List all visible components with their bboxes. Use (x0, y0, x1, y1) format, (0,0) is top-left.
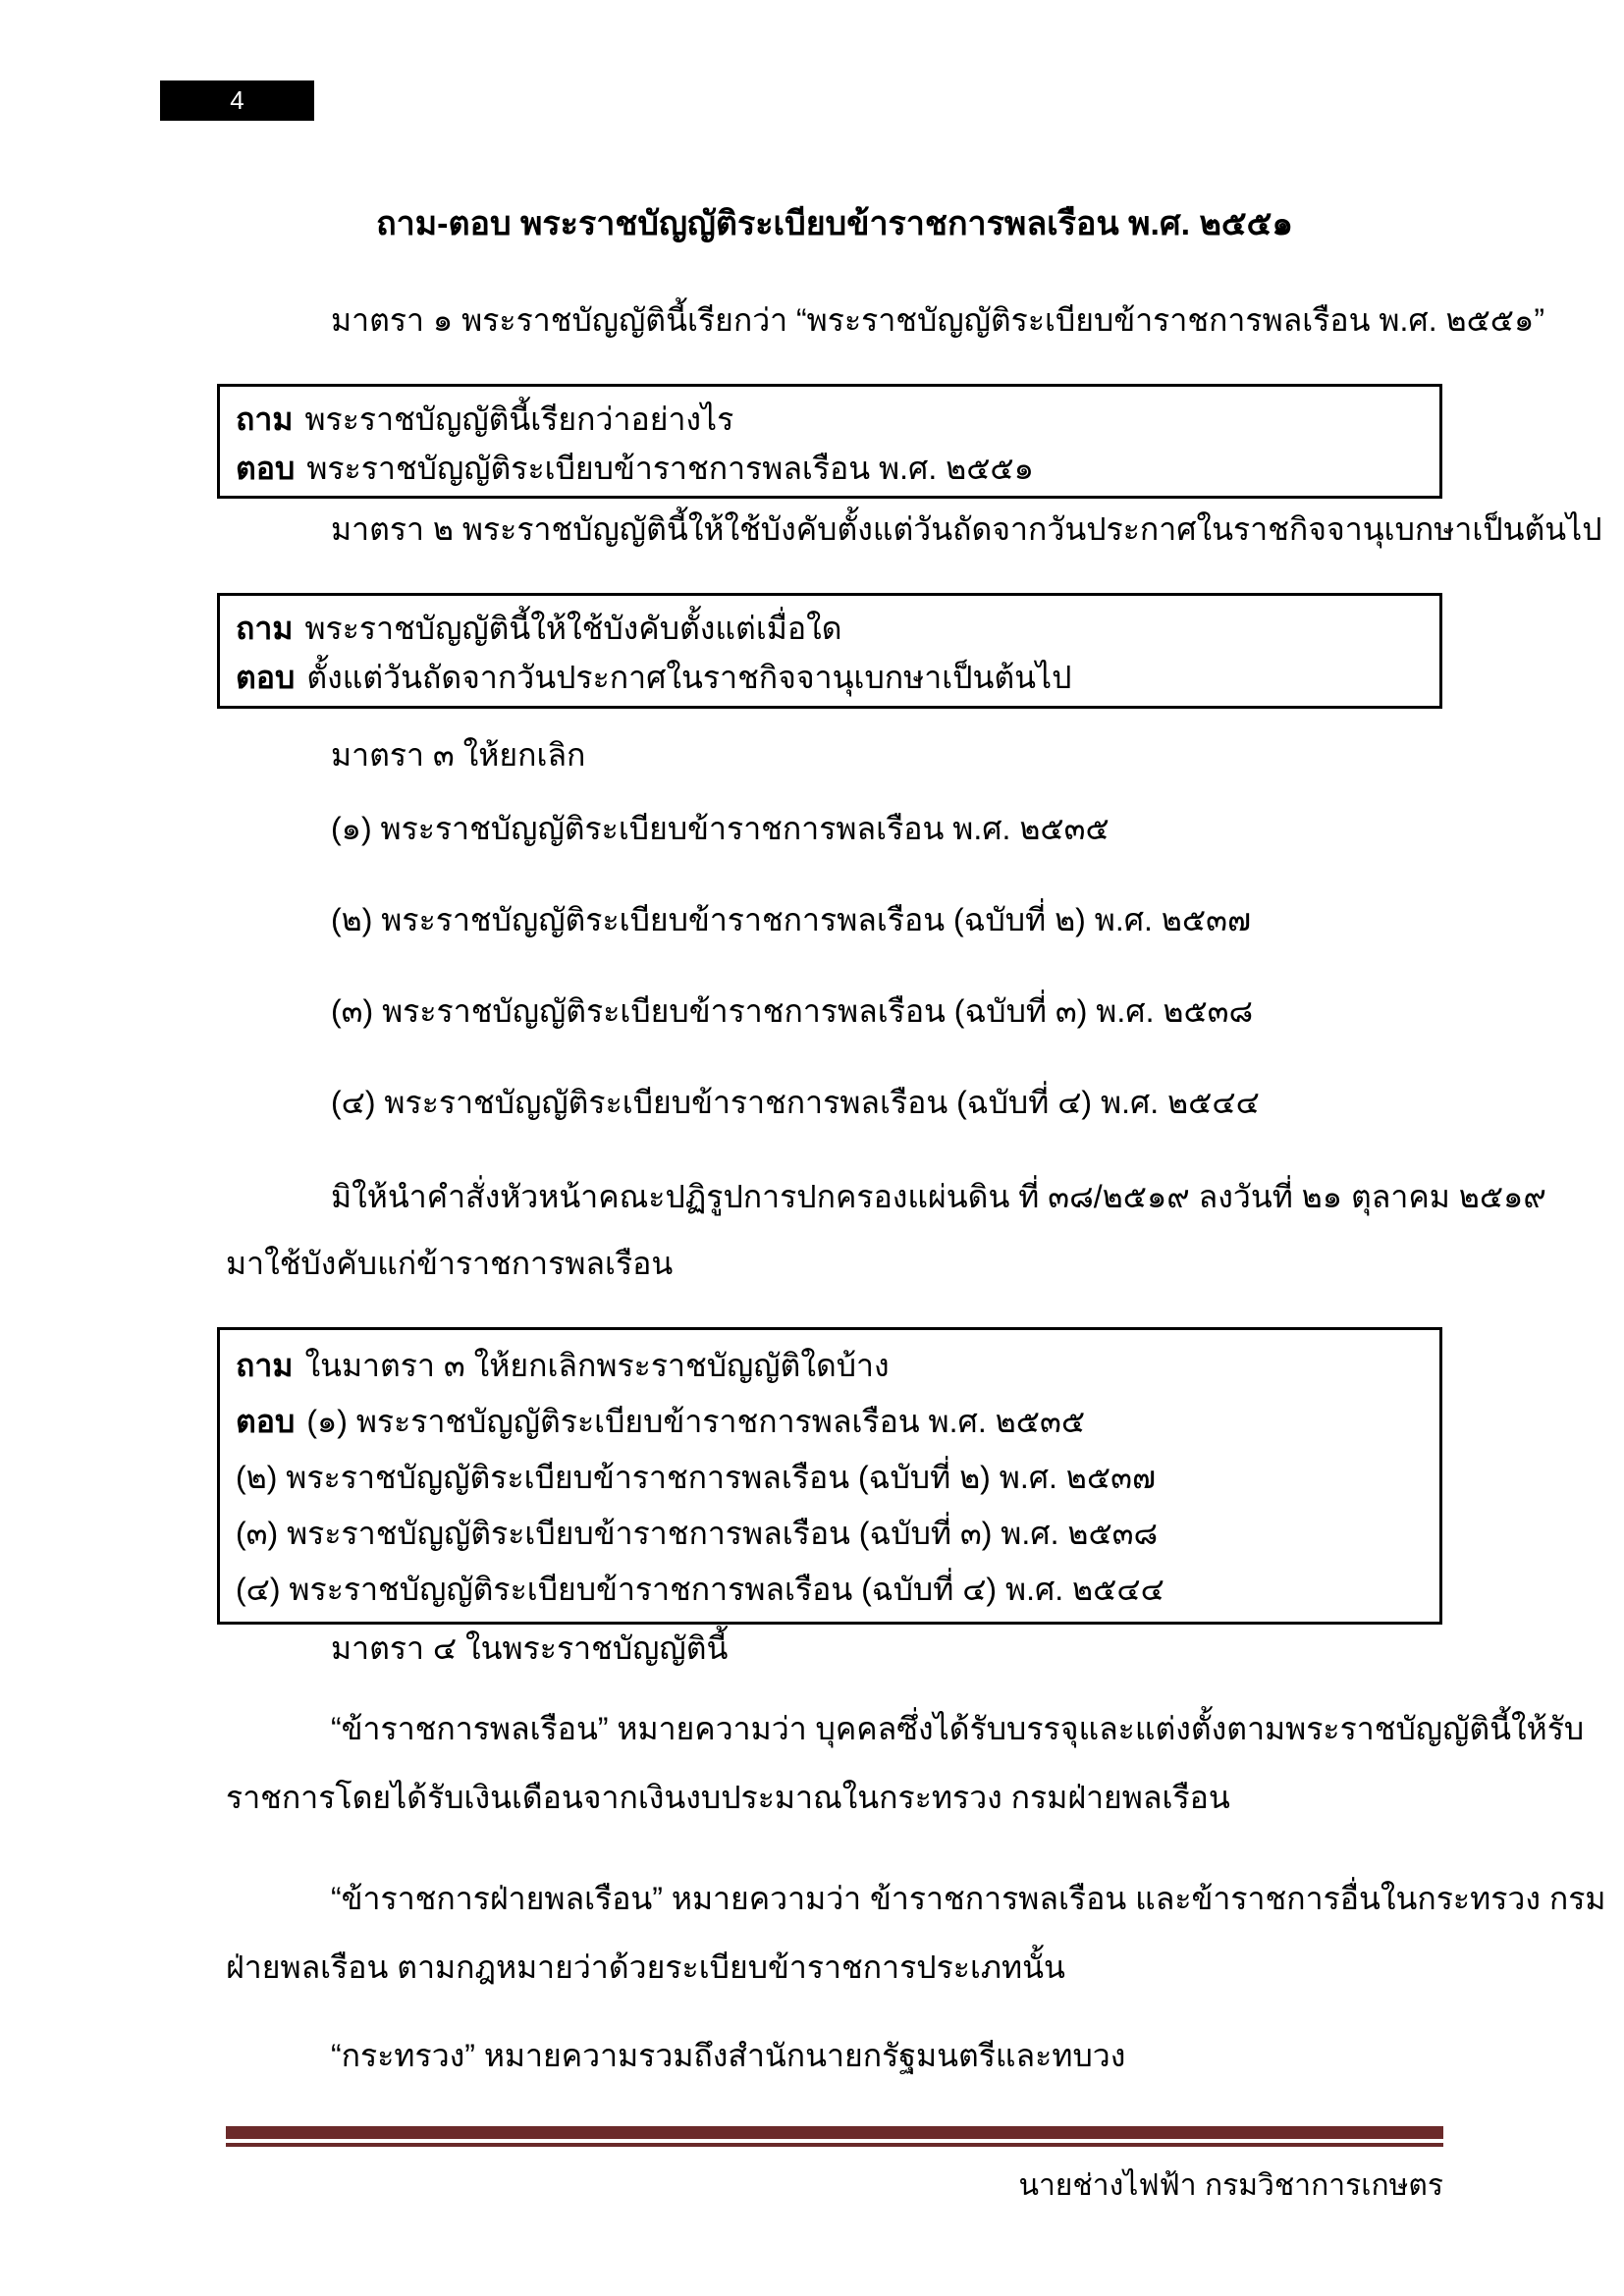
footer-credit: นายช่างไฟฟ้า กรมวิชาการเกษตร (1018, 2169, 1443, 2202)
qa-box-1 (217, 384, 1442, 499)
question-line (236, 604, 1424, 653)
footer-rule-thin (226, 2143, 1443, 2147)
repeal-note-line-2: มาใช้บังคับแก่ข้าราชการพลเรือน (226, 1246, 674, 1281)
page-title: ถาม-ตอบ พระราชบัญญัติระเบียบข้าราชการพลเรือน พ.ศ. ๒๕๕๑ (376, 205, 1293, 242)
definition-1-line-1: “ข้าราชการพลเรือน” หมายความว่า บุคคลซึ่งได้รับบรรจุและแต่งตั้งตามพระราชบัญญัตินี้ให้รับ (331, 1711, 1585, 1746)
section-2-text: มาตรา ๒ พระราชบัญญัตินี้ให้ใช้บังคับตั้งแต่วันถัดจากวันประกาศในราชกิจจานุเบกษาเป็นต้นไป (331, 511, 1602, 547)
answer-text-3: (๓) พระราชบัญญัติระเบียบข้าราชการพลเรือน (ฉบับที่ ๓) พ.ศ. ๒๕๓๘ (236, 1516, 1159, 1551)
answer-text-1: (๑) พระราชบัญญัติระเบียบข้าราชการพลเรือน พ.ศ. ๒๕๓๕ (306, 1404, 1086, 1439)
question-line (236, 395, 1424, 444)
footer-rule-thick (226, 2126, 1443, 2139)
answer-line-1 (236, 1394, 1424, 1450)
answer-text-4: (๔) พระราชบัญญัติระเบียบข้าราชการพลเรือน (ฉบับที่ ๔) พ.ศ. ๒๕๔๔ (236, 1572, 1164, 1607)
page-number-badge (160, 80, 314, 121)
answer-label: ตอบ (236, 660, 296, 695)
answer-label: ตอบ (236, 1404, 296, 1439)
definition-2-line-1: “ข้าราชการฝ่ายพลเรือน” หมายความว่า ข้าราชการพลเรือน และข้าราชการอื่นในกระทรวง กรม (331, 1881, 1606, 1916)
repealed-item-3: (๓) พระราชบัญญัติระเบียบข้าราชการพลเรือน (ฉบับที่ ๓) พ.ศ. ๒๕๓๘ (331, 993, 1254, 1029)
answer-line-3 (236, 1506, 1424, 1562)
definition-2-line-2: ฝ่ายพลเรือน ตามกฎหมายว่าด้วยระเบียบข้าราชการประเภทนั้น (226, 1949, 1065, 1985)
question-label: ถาม (236, 401, 294, 437)
answer-text: พระราชบัญญัติระเบียบข้าราชการพลเรือน พ.ศ. ๒๕๕๑ (306, 451, 1034, 486)
question-label: ถาม (236, 611, 294, 646)
qa-box-2 (217, 593, 1442, 709)
section-3-text: มาตรา ๓ ให้ยกเลิก (331, 737, 586, 773)
qa-box-3 (217, 1327, 1442, 1625)
question-text: พระราชบัญญัตินี้เรียกว่าอย่างไร (304, 401, 734, 437)
answer-line (236, 444, 1424, 493)
repeal-note-line-1: มิให้นำคำสั่งหัวหน้าคณะปฏิรูปการปกครองแผ่นดิน ที่ ๓๘/๒๕๑๙ ลงวันที่ ๒๑ ตุลาคม ๒๕๑๙ (331, 1179, 1546, 1214)
answer-label: ตอบ (236, 451, 296, 486)
question-line (236, 1338, 1424, 1394)
answer-line-2 (236, 1450, 1424, 1506)
section-4-text: มาตรา ๔ ในพระราชบัญญัตินี้ (331, 1630, 729, 1666)
answer-text-2: (๒) พระราชบัญญัติระเบียบข้าราชการพลเรือน (ฉบับที่ ๒) พ.ศ. ๒๕๓๗ (236, 1460, 1157, 1495)
question-label: ถาม (236, 1348, 294, 1383)
page-number: 4 (230, 85, 244, 115)
answer-line-4 (236, 1562, 1424, 1618)
repealed-item-1: (๑) พระราชบัญญัติระเบียบข้าราชการพลเรือน พ.ศ. ๒๕๓๕ (331, 811, 1110, 846)
definition-1-line-2: ราชการโดยได้รับเงินเดือนจากเงินงบประมาณในกระทรวง กรมฝ่ายพลเรือน (226, 1780, 1230, 1815)
question-text: ในมาตรา ๓ ให้ยกเลิกพระราชบัญญัติใดบ้าง (304, 1348, 890, 1383)
footer-rule (226, 2126, 1443, 2147)
answer-text: ตั้งแต่วันถัดจากวันประกาศในราชกิจจานุเบกษาเป็นต้นไป (306, 660, 1072, 695)
answer-line (236, 653, 1424, 702)
question-text: พระราชบัญญัตินี้ให้ใช้บังคับตั้งแต่เมื่อใด (304, 611, 842, 646)
repealed-item-4: (๔) พระราชบัญญัติระเบียบข้าราชการพลเรือน (ฉบับที่ ๔) พ.ศ. ๒๕๔๔ (331, 1085, 1260, 1120)
definition-3-line-1: “กระทรวง” หมายความรวมถึงสำนักนายกรัฐมนตรีและทบวง (331, 2038, 1126, 2073)
section-1-text: มาตรา ๑ พระราชบัญญัตินี้เรียกว่า “พระราชบัญญัติระเบียบข้าราชการพลเรือน พ.ศ. ๒๕๕๑” (331, 302, 1544, 338)
repealed-item-2: (๒) พระราชบัญญัติระเบียบข้าราชการพลเรือน (ฉบับที่ ๒) พ.ศ. ๒๕๓๗ (331, 902, 1252, 937)
